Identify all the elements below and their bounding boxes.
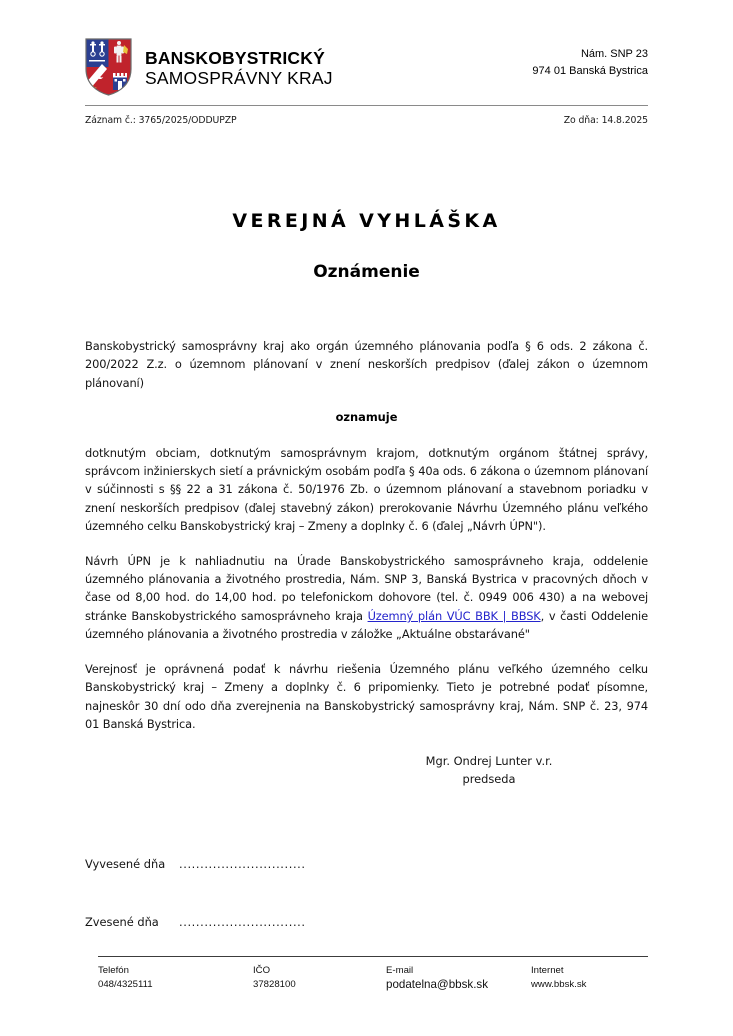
footer-contact-bar <box>98 964 648 992</box>
paragraph-inspection-text-after: , v časti Oddelenie územného plánovania a životného prostredia v záložke „Aktuálne obstarávané" <box>85 608 648 642</box>
footer-ico-value: 37828100 <box>253 979 296 991</box>
reference-line <box>85 115 648 126</box>
paragraph-comments: Verejnosť je oprávnená podať k návrhu riešenia Územného plánu veľkého územného celku Banskobystrický kraj – Zmeny a doplnky č. 6 pripomienky. Tieto je potrebné podať písomne, najneskôr 30 dní odo dňa zverejnenia na Banskobystrický samosprávny kraj, Nám. SNP č. 23, 974 01 Banská Bystrica. <box>85 661 648 731</box>
posted-date-line <box>85 857 485 871</box>
paragraph-inspection <box>85 552 648 644</box>
footer-ico-label: IČO <box>253 965 271 976</box>
removed-date-label: Zvesené dňa <box>85 915 159 929</box>
footer-phone-label: Telefón <box>98 965 129 976</box>
organization-name-line1: BANSKOBYSTRICKÝ <box>145 47 325 68</box>
organization-address <box>532 38 648 80</box>
document-subtitle: Oznámenie <box>313 262 420 282</box>
footer-internet-label: Internet <box>531 965 564 976</box>
footer-internet <box>531 964 648 992</box>
signature-block <box>330 752 648 789</box>
removed-date-line <box>85 915 485 929</box>
organization-brand <box>85 38 333 96</box>
coat-of-arms-icon <box>85 38 132 96</box>
footer-phone <box>98 964 253 992</box>
spatial-plan-link[interactable]: Územný plán VÚC BBK | BBSK <box>367 608 541 623</box>
paragraph-inspection-text-before: Návrh ÚPN je k nahliadnutiu na Úrade Banskobystrického samosprávneho kraja, oddelenie územného plánovania a životného prostredia, Nám. SNP 3, Banská Bystrica v pracovných dňoch v čase od 8,00 hod. do 14,00 hod. po telefonickom dohovore (tel. č. 0949 006 430) a na webovej stránke Banskobystrického samosprávneho kraja <box>85 553 648 623</box>
footer-phone-value: 048/4325111 <box>98 979 153 991</box>
posted-date-label: Vyvesené dňa <box>85 857 166 871</box>
document-body <box>85 337 648 733</box>
organization-name <box>145 46 333 89</box>
paragraph-recipients: dotknutým obciam, dotknutým samosprávnym krajom, dotknutým orgánom štátnej správy, správcom inžinierskych sietí a právnickým osobám podľa § 40a ods. 6 zákona o územnom plánovaní v súčinnosti s §§ 22 a 31 zákona č. 50/1976 Zb. o územnom plánovaní a stavebnom poriadku v znení neskorších predpisov (ďalej stavebný zákon) prerokovanie Návrhu Územného plánu veľkého územného celku Banskobystrický kraj – Zmeny a doplnky č. 6 (ďalej „Návrh ÚPN"). <box>85 445 648 534</box>
record-date: Zo dňa: 14.8.2025 <box>563 115 648 126</box>
document-title: VEREJNÁ VYHLÁŠKA <box>232 210 501 232</box>
footer-email-value[interactable]: podatelna@bbsk.sk <box>386 978 489 992</box>
letterhead <box>85 38 648 96</box>
announce-keyword: oznamuje <box>335 410 398 425</box>
footer-ico <box>253 964 386 992</box>
address-city: 974 01 Banská Bystrica <box>532 65 648 78</box>
header-divider <box>85 105 648 106</box>
removed-date-field[interactable]: .............................. <box>179 915 306 929</box>
footer-internet-value[interactable]: www.bbsk.sk <box>531 979 587 991</box>
address-street: Nám. SNP 23 <box>580 48 648 60</box>
record-number: Záznam č.: 3765/2025/ODDUPZP <box>85 115 237 126</box>
footer-email-label: E-mail <box>386 965 414 976</box>
footer-email <box>386 964 531 992</box>
posted-date-field[interactable]: .............................. <box>179 857 306 871</box>
paragraph-intro: Banskobystrický samosprávny kraj ako orgán územného plánovania podľa § 6 ods. 2 zákona č. 200/2022 Z.z. o územnom plánovaní v znení neskorších predpisov (ďalej zákon o územnom plánovaní) <box>85 339 648 390</box>
signatory-name: Mgr. Ondrej Lunter v.r. <box>425 754 553 768</box>
organization-name-line2: SAMOSPRÁVNY KRAJ <box>145 68 333 88</box>
signatory-position: predseda <box>462 772 516 787</box>
footer-divider <box>98 956 648 957</box>
